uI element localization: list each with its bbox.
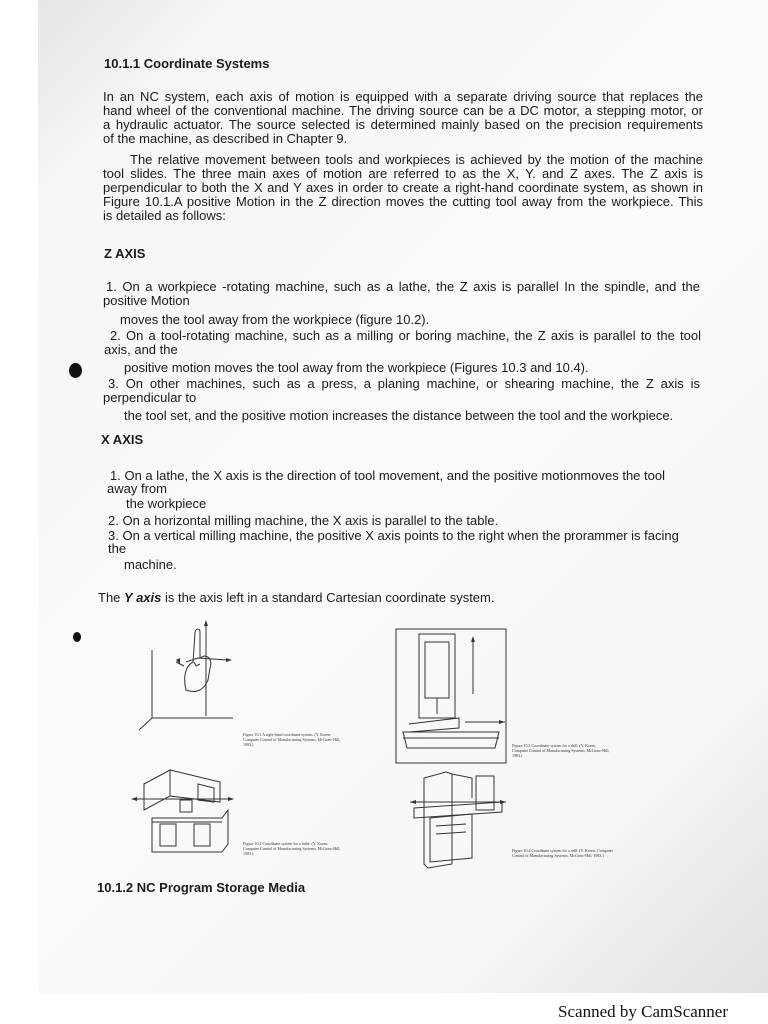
- next-section-heading: 10.1.2 NC Program Storage Media: [97, 880, 306, 895]
- caption-figure-10-4: Figure 10.4 Coordinate system for a mill. (Y. Koren, Computer Control of Manufacturing Systems, McGraw-Hill, 1983.): [512, 848, 613, 858]
- figure-lathe: [128, 762, 236, 859]
- caption-figure-10-2: Figure 10.2 Coordinate system for a lathe. (Y. Koren, Computer Control of Manufacturing Systems, McGraw-Hill, 1983.): [243, 841, 341, 856]
- figure-drill: [395, 628, 507, 764]
- camscanner-footer: Scanned by CamScanner: [558, 1002, 728, 1021]
- caption-figure-10-3: Figure 10.3 Coordinate system for a drill. (Y. Koren, Computer Control of Manufacturing Systems, McGraw-Hill, 1983.): [512, 743, 610, 758]
- x-axis-line-2: away from: [107, 481, 167, 496]
- z-axis-line-6: positive motion moves the tool away from the workpiece (Figures 10.3 and 10.4).: [124, 360, 589, 375]
- intro-line-7: perpendicular to both the X and Y axes in order to create a right-hand coordinate system, as shown in: [103, 180, 703, 195]
- intro-line-9: is detailed as follows:: [103, 208, 226, 223]
- z-axis-line-8: perpendicular to: [103, 390, 197, 405]
- x-axis-line-1: 1. On a lathe, the X axis is the direction of tool movement, and the positive motionmoves the tool: [110, 468, 665, 483]
- y-axis-term: Y axis: [124, 590, 162, 605]
- z-axis-line-2: positive Motion: [103, 293, 190, 308]
- intro-line-4: of the machine, as described in Chapter 9.: [103, 131, 348, 146]
- y-axis-sentence: The Y axis is the axis left in a standard Cartesian coordinate system.: [98, 590, 495, 605]
- section-heading: 10.1.1 Coordinate Systems: [104, 56, 270, 71]
- punch-hole-top: [69, 363, 82, 378]
- intro-line-2: hand wheel of the conventional machine. The driving source can be a DC motor, a stepping motor, or: [103, 103, 703, 118]
- figure-right-hand-coordinate-system: [138, 618, 238, 736]
- x-axis-line-7: machine.: [124, 557, 177, 572]
- z-axis-line-5: axis, and the: [104, 342, 178, 357]
- intro-line-8: Figure 10.1.A positive Motion in the Z direction moves the cutting tool away from the workpiece. This: [103, 194, 703, 209]
- x-axis-line-3: the workpiece: [126, 496, 207, 511]
- intro-line-3: a hydraulic actuator. The source selected is determined mainly based on the precision requirements: [103, 117, 703, 132]
- punch-hole-bottom: [73, 632, 81, 642]
- figure-mill: [408, 768, 508, 872]
- intro-line-1: In an NC system, each axis of motion is equipped with a separate driving source that replaces the: [103, 89, 703, 104]
- intro-line-5: The relative movement between tools and workpieces is achieved by the motion of the machine: [130, 152, 703, 167]
- z-axis-line-9: the tool set, and the positive motion increases the distance between the tool and the workpiece.: [124, 408, 674, 423]
- z-axis-line-1: 1. On a workpiece -rotating machine, such as a lathe, the Z axis is parallel In the spindle, and the: [106, 279, 700, 294]
- x-axis-line-6: the: [108, 541, 127, 556]
- x-axis-line-4: 2. On a horizontal milling machine, the X axis is parallel to the table.: [108, 513, 499, 528]
- z-axis-line-4: 2. On a tool-rotating machine, such as a milling or boring machine, the Z axis is parallel to the tool: [110, 328, 701, 343]
- z-axis-line-3: moves the tool away from the workpiece (figure 10.2).: [120, 312, 430, 327]
- z-axis-line-7: 3. On other machines, such as a press, a planing machine, or shearing machine, the Z axis is: [108, 376, 700, 391]
- caption-figure-10-1: Figure 10.1 A right-hand coordinate system. (Y. Koren, Computer Control of Manufacturing Systems, McGraw-Hill, 1983.): [243, 732, 341, 747]
- z-axis-heading: Z AXIS: [104, 246, 146, 261]
- intro-line-6: tool slides. The three main axes of motion are referred to as the X, Y. and Z axes. The Z axis is: [103, 166, 703, 181]
- x-axis-line-5: 3. On a vertical milling machine, the positive X axis points to the right when the prorammer is facing: [108, 528, 679, 543]
- x-axis-heading: X AXIS: [101, 432, 144, 447]
